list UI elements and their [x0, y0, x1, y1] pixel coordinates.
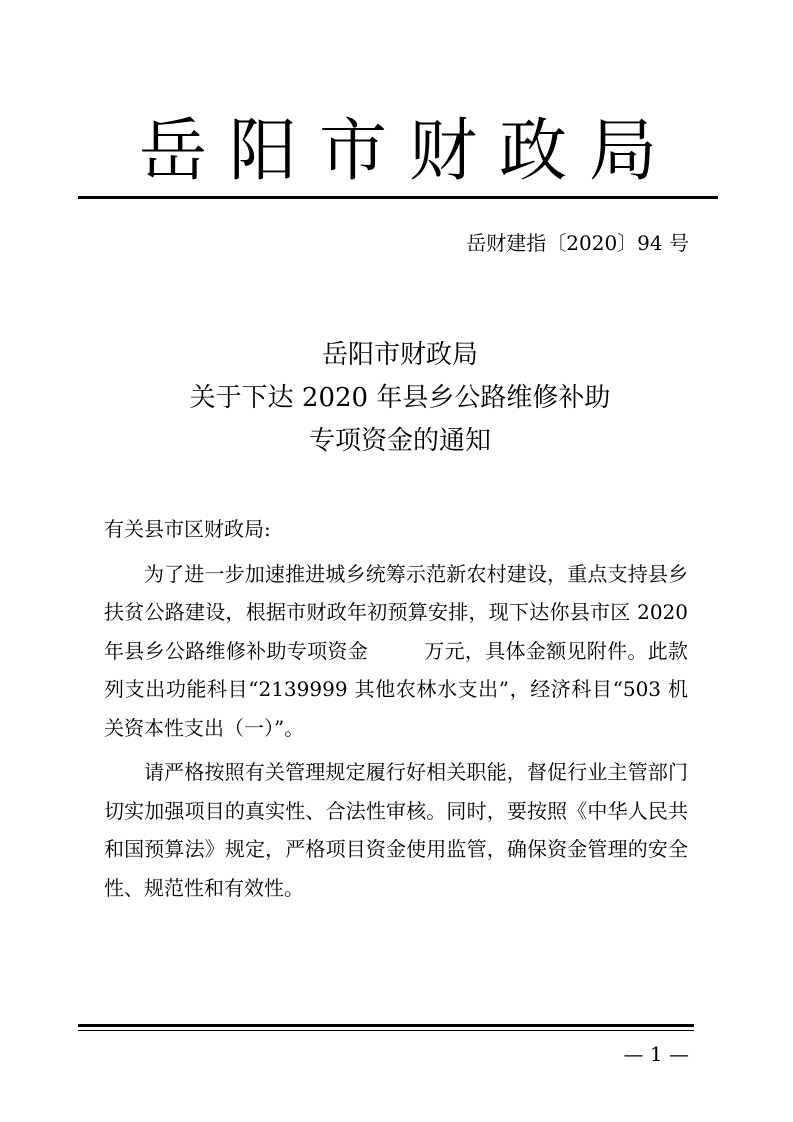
document-number: 岳财建指〔2020〕94 号 — [466, 231, 689, 255]
salutation: 有关县市区财政局: — [104, 517, 271, 541]
paragraph-1-part-2: 万元，具体金额见附件。此款列支出功能科目“2139999 其他农林水支出”，经济科目“503 机关资本性支出（一）”。 — [104, 638, 688, 740]
title-line-2: 关于下达 2020 年县乡公路维修补助 — [189, 383, 611, 413]
title-line-1: 岳阳市财政局 — [321, 340, 478, 370]
paragraph-1-part-1: 为了进一步加速推进城乡统筹示范新农村建设，重点支持县乡扶贫公路建设，根据市财政年初预算安排，现下达你县市区 2020 年县乡公路维修补助专项资金 — [104, 561, 688, 663]
footer-rule-thin — [78, 1030, 694, 1031]
masthead-agency-name: 岳阳市财政局 — [138, 112, 679, 191]
footer-rule-thick — [78, 1024, 694, 1027]
paragraph-2: 请严格按照有关管理规定履行好相关职能，督促行业主管部门切实加强项目的真实性、合法性审核。同时，要按照《中华人民共和国预算法》规定，严格项目资金使用监管，确保资金管理的安全性、规范性和有效性。 — [104, 760, 688, 900]
title-line-3: 专项资金的通知 — [308, 426, 491, 456]
document-title — [100, 334, 700, 463]
paragraph-1 — [104, 555, 688, 748]
masthead-rule — [78, 196, 718, 199]
document-body — [104, 510, 688, 907]
page-number: — 1 — — [623, 1042, 689, 1066]
